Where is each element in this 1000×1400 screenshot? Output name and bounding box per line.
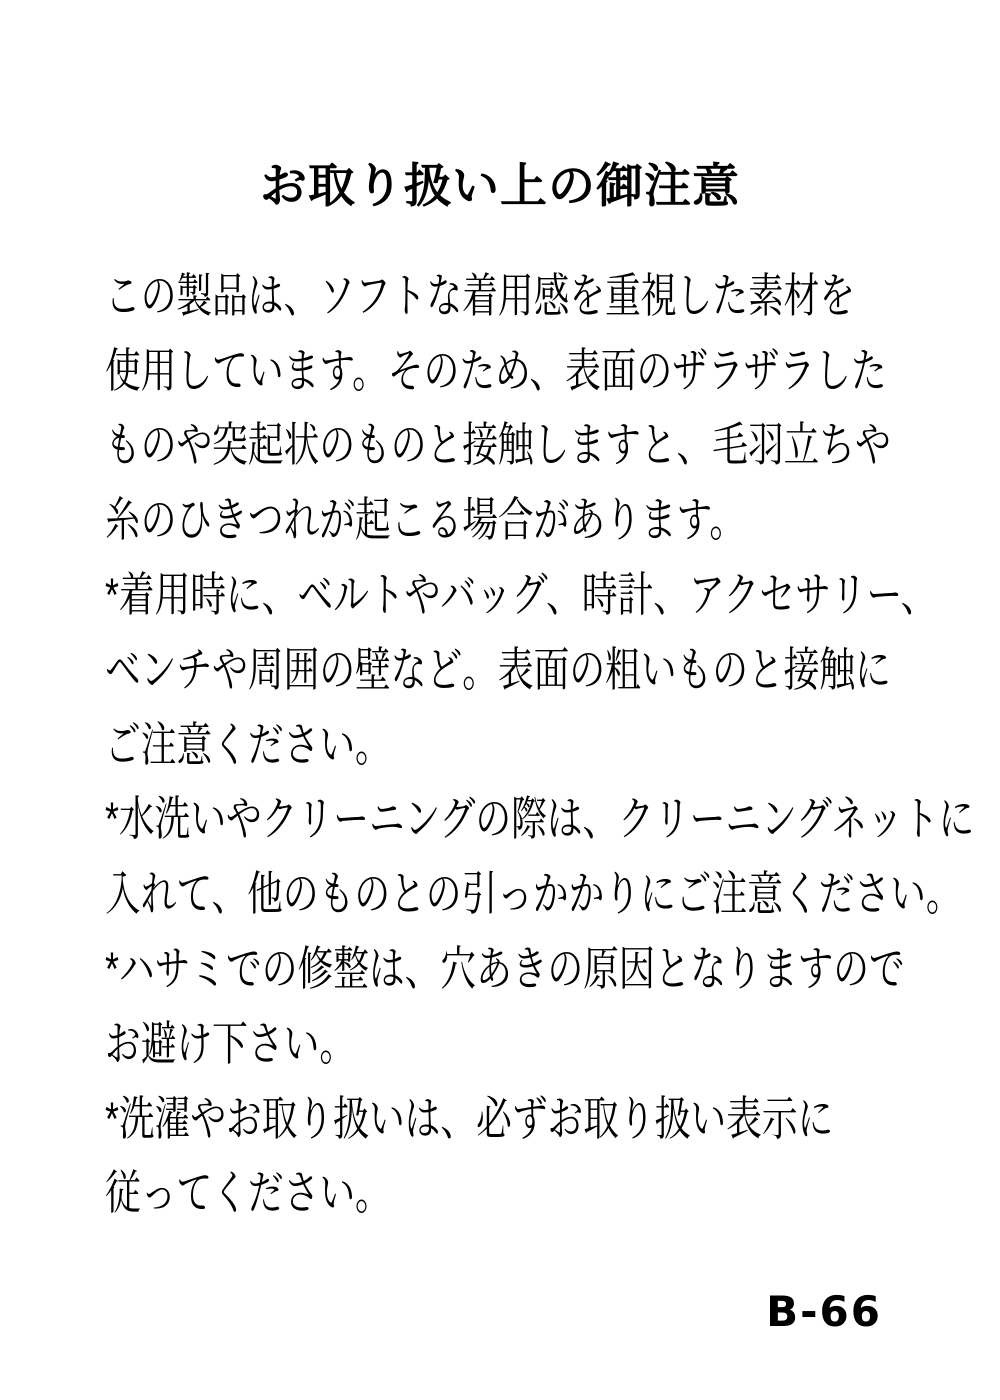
body-line [105,853,962,928]
body-line [105,1078,935,1153]
body-line-text: *洗濯やお取り扱いは、必ずお取り扱い表示に [105,1091,834,1145]
body-line-text: *着用時に、ベルトやバッグ、時計、アクセサリー、 [105,568,937,622]
body-line [105,479,935,554]
body-line [105,928,935,1003]
body-line [105,405,935,480]
body-line [105,554,935,629]
page-code: B-66 [766,1287,882,1336]
body-line-text: この製品は、ソフトな着用感を重視した素材を [105,268,856,322]
body-line-text: 従ってください。 [105,1166,391,1220]
body-line-text: 入れて、他のものとの引っかかりにご注意ください。 [105,867,962,921]
body-line-text: お避け下さい。 [105,1016,356,1070]
body-line [105,330,935,405]
body-line [105,629,935,704]
body-line [105,704,935,779]
body-line-text: ものや突起状のものと接触しますと、毛羽立ちや [105,418,891,472]
body-line-text: *ハサミでの修整は、穴あきの原因となりますので [105,942,905,996]
body-line [105,1003,935,1078]
page-title: お取り扱い上の御注意 [260,159,740,213]
body-line-text: ご注意ください。 [105,717,391,771]
body-line [105,779,975,854]
body-line-text: 糸のひきつれが起こる場合があります。 [105,493,746,547]
body-line-text: 使用しています。そのため、表面のザラザラした [105,343,887,397]
body-text-block [105,255,975,1227]
body-line [105,1153,935,1228]
body-line-text: *水洗いやクリーニングの際は、クリーニングネットに [105,792,975,846]
body-line [105,255,935,330]
body-line-text: ベンチや周囲の壁など。表面の粗いものと接触に [105,642,891,696]
